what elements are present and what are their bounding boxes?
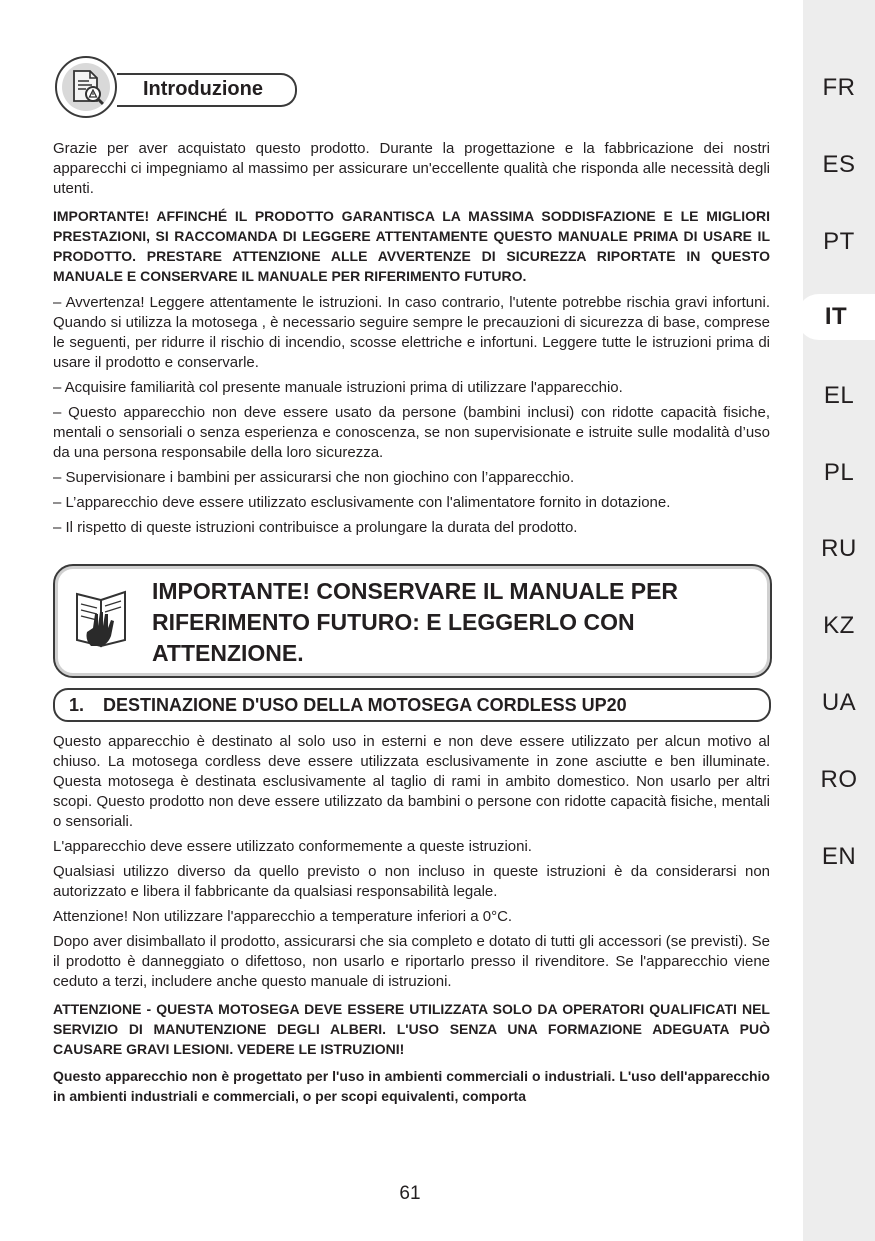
- section-heading: [53, 688, 771, 722]
- section-title: DESTINAZIONE D'USO DELLA MOTOSEGA CORDLESS UP20: [103, 695, 627, 715]
- body-paragraph: Qualsiasi utilizzo diverso da quello previsto o non incluso in queste istruzioni è da considerarsi non autorizzato e libera il fabbricante da qualsiasi responsabilità legale.: [53, 863, 770, 900]
- body-paragraph: Attenzione! Non utilizzare l'apparecchio a temperature inferiori a 0°C.: [53, 908, 513, 925]
- important-warning: IMPORTANTE! AFFINCHÉ IL PRODOTTO GARANTISCA LA MASSIMA SODDISFAZIONE E LE MIGLIORI PRESTAZIONI, SI RACCOMANDA DI LEGGERE ATTENTAMENTE QUESTO MANUALE PRIMA DI USARE IL PRODOTTO. PRESTARE ATTENZIONE ALLE AVVERTENZE DI SICUREZZA RIPORTATE IN QUESTO MANUALE E CONSERVARE IL MANUALE PER RIFERIMENTO FUTURO.: [53, 208, 770, 284]
- lang-tab-en[interactable]: EN: [821, 843, 857, 870]
- intro-icon-frame: [55, 56, 117, 118]
- language-sidebar: [803, 0, 875, 1241]
- intro-heading: [55, 56, 300, 120]
- commercial-use-warning: Questo apparecchio non è progettato per l'uso in ambienti commerciali o industriali. L'uso dell'apparecchio in ambienti industriali e commerciali, o per scopi equivalenti, comporta: [53, 1068, 770, 1104]
- lang-tab-ua[interactable]: UA: [821, 689, 857, 716]
- lang-tab-ro[interactable]: RO: [820, 766, 858, 793]
- intro-paragraph: Grazie per aver acquistato questo prodotto. Durante la progettazione e la fabbricazione dei nostri apparecchi ci impegniamo al massimo per assicurare un'eccellente qualità che risponda alle necessità degli utenti.: [53, 140, 770, 197]
- lang-tab-es[interactable]: ES: [822, 151, 856, 178]
- body-paragraph: L'apparecchio deve essere utilizzato conformemente a queste istruzioni.: [53, 838, 532, 855]
- body-paragraph: Questo apparecchio è destinato al solo uso in esterni e non deve essere utilizzato per alcun motivo al chiuso. La motosega cordless deve essere utilizzata esclusivamente in zone asciutte e ben illuminate. Questa motosega è destinata esclusivamente al taglio di rami in ambito domestico. Non usarlo per altri scopi. Questo prodotto non deve essere utilizzato da bambini o persone con ridotte capacità fisiche, mentali o sensoriali.: [53, 733, 770, 830]
- intro-section: [53, 139, 770, 538]
- document-warning-icon: [62, 63, 110, 111]
- lang-tab-fr[interactable]: FR: [822, 74, 856, 101]
- warning-item: – Il rispetto di queste istruzioni contribuisce a prolungare la durata del prodotto.: [53, 519, 578, 536]
- section-body: [53, 732, 770, 1106]
- lang-tab-it[interactable]: IT: [797, 294, 875, 340]
- keep-manual-notice: [53, 564, 772, 678]
- warning-item: – L’apparecchio deve essere utilizzato esclusivamente con l'alimentatore fornito in dotazione.: [53, 494, 671, 511]
- hand-reading-manual-icon: [71, 584, 137, 656]
- lang-tab-ru[interactable]: RU: [821, 535, 857, 562]
- warning-item: – Avvertenza! Leggere attentamente le istruzioni. In caso contrario, l'utente potrebbe rischia gravi infortuni. Quando si utilizza la motosega , è necessario seguire sempre le precauzioni di sicurezza di base, comprese le seguenti, per ridurre il rischio di incendio, scosse elettriche e infortuni. Leggere tutte le istruzioni prima di usare il prodotto e conservarle.: [53, 294, 770, 371]
- qualified-operators-warning: ATTENZIONE - QUESTA MOTOSEGA DEVE ESSERE UTILIZZATA SOLO DA OPERATORI QUALIFICATI NEL SERVIZIO DI MANUTENZIONE DEGLI ALBERI. L'USO SENZA UNA FORMAZIONE ADEGUATA PUÒ CAUSARE GRAVI LESIONI. VEDERE LE ISTRUZIONI!: [53, 1001, 770, 1057]
- notice-line: IMPORTANTE! CONSERVARE IL MANUALE PER: [152, 578, 679, 604]
- notice-line: RIFERIMENTO FUTURO: E LEGGERLO CON: [152, 609, 635, 635]
- notice-line: ATTENZIONE.: [152, 640, 304, 666]
- notice-text: [152, 576, 742, 669]
- warning-item: – Acquisire familiarità col presente manuale istruzioni prima di utilizzare l'apparecchio.: [53, 379, 623, 396]
- lang-tab-el[interactable]: EL: [823, 382, 855, 409]
- lang-tab-pl[interactable]: PL: [823, 459, 855, 486]
- body-paragraph: Dopo aver disimballato il prodotto, assicurarsi che sia completo e dotato di tutti gli accessori (se previsti). Se il prodotto è danneggiato o difettoso, non usarlo e riportarlo presso il rivenditore. Se l'apparecchio viene ceduto a terzi, includere anche questo manuale di istruzioni.: [53, 933, 770, 990]
- warning-item: – Questo apparecchio non deve essere usato da persone (bambini inclusi) con ridotte capacità fisiche, mentali o sensoriali o senza esperienza e conoscenza, se non supervisionate e istruite sulle modalità d’uso da una persona responsabile della loro sicurezza.: [53, 404, 770, 461]
- warning-item: – Supervisionare i bambini per assicurarsi che non giochino con l’apparecchio.: [53, 469, 575, 486]
- lang-tab-kz[interactable]: KZ: [823, 612, 855, 639]
- intro-title: Introduzione: [143, 78, 263, 100]
- section-number: 1.: [69, 695, 85, 715]
- page-number: 61: [399, 1183, 421, 1204]
- lang-tab-pt[interactable]: PT: [823, 228, 855, 255]
